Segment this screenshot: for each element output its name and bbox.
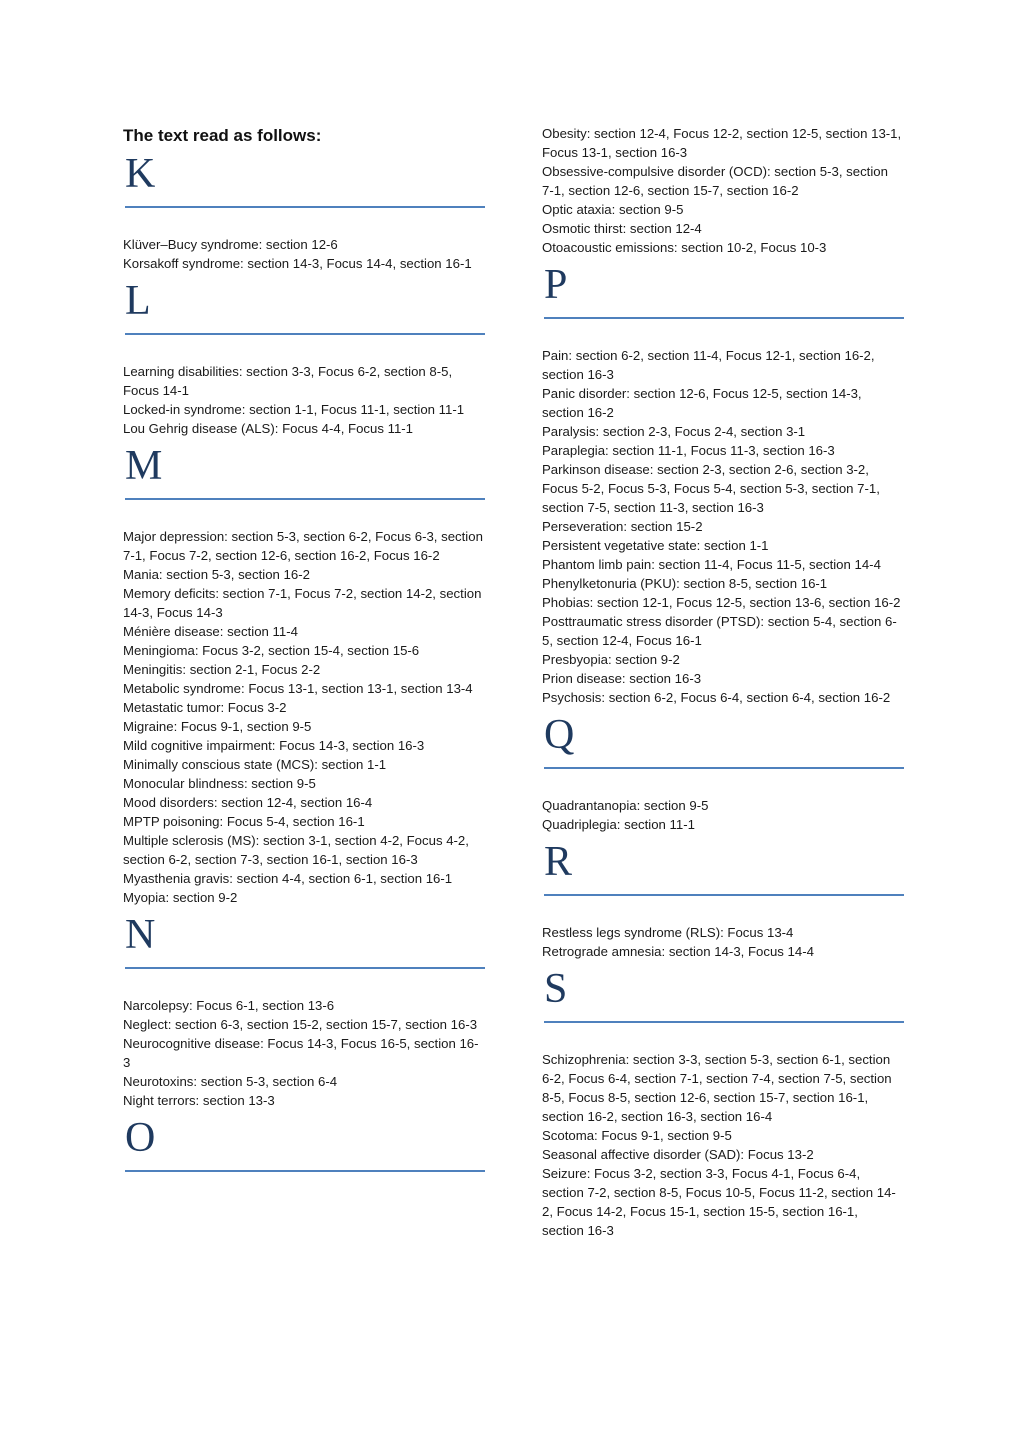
entry-list (123, 996, 485, 1110)
index-entry: Seasonal affective disorder (SAD): Focus 13-2 (542, 1147, 814, 1162)
section-letter: Q (544, 711, 904, 769)
index-entry: Paralysis: section 2-3, Focus 2-4, section 3-1 (542, 424, 806, 439)
index-entry: Posttraumatic stress disorder (PTSD): section 5-4, section 6-5, section 12-4, Focus 16-1 (542, 614, 897, 648)
section-letter: P (544, 261, 904, 319)
right-column (542, 124, 904, 1244)
index-entry: Metabolic syndrome: Focus 13-1, section 13-1, section 13-4 (123, 681, 473, 696)
entry-list (123, 362, 485, 438)
index-entry: Prion disease: section 16-3 (542, 671, 702, 686)
entry-list (542, 796, 904, 834)
entry-list (123, 527, 485, 907)
index-entry: Panic disorder: section 12-6, Focus 12-5, section 14-3, section 16-2 (542, 386, 862, 420)
index-entry: Neurotoxins: section 5-3, section 6-4 (123, 1074, 338, 1089)
left-column (123, 124, 485, 1172)
index-entry: Osmotic thirst: section 12-4 (542, 221, 702, 236)
index-entry: Myopia: section 9-2 (123, 890, 238, 905)
left-sections (123, 150, 485, 1172)
index-section-r (542, 838, 904, 961)
index-entry: Quadriplegia: section 11-1 (542, 817, 695, 832)
index-entry: Phenylketonuria (PKU): section 8-5, section 16-1 (542, 576, 828, 591)
index-entry: Seizure: Focus 3-2, section 3-3, Focus 4-1, Focus 6-4, section 7-2, section 8-5, Focus 10-5, Focus 11-2, section 14-2, Focus 14-2, Focus 15-1, section 15-5, section 16-1, section 16-3 (542, 1166, 896, 1238)
section-letter: O (125, 1114, 485, 1172)
index-entry: Quadrantanopia: section 9-5 (542, 798, 709, 813)
index-section-n (123, 911, 485, 1110)
index-entry: Minimally conscious state (MCS): section 1-1 (123, 757, 387, 772)
index-entry: Obsessive-compulsive disorder (OCD): section 5-3, section 7-1, section 12-6, section 15-7, section 16-2 (542, 164, 888, 198)
right-lead-entries (542, 124, 904, 257)
index-entry: Learning disabilities: section 3-3, Focus 6-2, section 8-5, Focus 14-1 (123, 364, 453, 398)
index-entry: Monocular blindness: section 9-5 (123, 776, 316, 791)
index-section-s (542, 965, 904, 1240)
section-letter: L (125, 277, 485, 335)
index-entry: Neurocognitive disease: Focus 14-3, Focus 16-5, section 16-3 (123, 1036, 479, 1070)
index-section-q (542, 711, 904, 834)
entry-list (123, 235, 485, 273)
index-entry: Ménière disease: section 11-4 (123, 624, 298, 639)
index-entry: Presbyopia: section 9-2 (542, 652, 680, 667)
index-entry: Phobias: section 12-1, Focus 12-5, section 13-6, section 16-2 (542, 595, 901, 610)
entry-list (542, 1050, 904, 1240)
index-entry: Otoacoustic emissions: section 10-2, Focus 10-3 (542, 240, 827, 255)
index-entry: Migraine: Focus 9-1, section 9-5 (123, 719, 312, 734)
index-entry: Parkinson disease: section 2-3, section 2-6, section 3-2, Focus 5-2, Focus 5-3, Focus 5-4, section 5-3, section 7-1, section 7-5, section 11-3, section 16-3 (542, 462, 880, 515)
entry-list (542, 923, 904, 961)
index-entry: Multiple sclerosis (MS): section 3-1, section 4-2, Focus 4-2, section 6-2, section 7-3, section 16-1, section 16-3 (123, 833, 469, 867)
index-entry: Major depression: section 5-3, section 6-2, Focus 6-3, section 7-1, Focus 7-2, section 12-6, section 16-2, Focus 16-2 (123, 529, 483, 563)
index-entry: Persistent vegetative state: section 1-1 (542, 538, 769, 553)
entry-list (542, 346, 904, 707)
index-entry: Narcolepsy: Focus 6-1, section 13-6 (123, 998, 335, 1013)
index-entry: Lou Gehrig disease (ALS): Focus 4-4, Focus 11-1 (123, 421, 414, 436)
index-entry: Optic ataxia: section 9-5 (542, 202, 684, 217)
index-section-o (123, 1114, 485, 1172)
index-entry: Mood disorders: section 12-4, section 16-4 (123, 795, 373, 810)
index-entry: Korsakoff syndrome: section 14-3, Focus 14-4, section 16-1 (123, 256, 472, 271)
index-entry: Scotoma: Focus 9-1, section 9-5 (542, 1128, 732, 1143)
index-entry: Psychosis: section 6-2, Focus 6-4, section 6-4, section 16-2 (542, 690, 891, 705)
index-section-m (123, 442, 485, 907)
right-sections (542, 261, 904, 1240)
index-entry: Klüver–Bucy syndrome: section 12-6 (123, 237, 338, 252)
section-letter: S (544, 965, 904, 1023)
index-entry: Schizophrenia: section 3-3, section 5-3, section 6-1, section 6-2, Focus 6-4, section 7-1, section 7-4, section 7-5, section 8-5, Focus 8-5, section 12-6, section 15-7, section 16-1, section 16-2, section 16-3, section 16-4 (542, 1052, 892, 1124)
index-entry: Paraplegia: section 11-1, Focus 11-3, section 16-3 (542, 443, 835, 458)
index-entry: Neglect: section 6-3, section 15-2, section 15-7, section 16-3 (123, 1017, 478, 1032)
section-letter: M (125, 442, 485, 500)
index-section-p (542, 261, 904, 707)
index-entry: Obesity: section 12-4, Focus 12-2, section 12-5, section 13-1, Focus 13-1, section 16-3 (542, 126, 902, 160)
index-entry: Mild cognitive impairment: Focus 14-3, section 16-3 (123, 738, 425, 753)
index-section-l (123, 277, 485, 438)
index-entry: Perseveration: section 15-2 (542, 519, 703, 534)
index-entry: Meningitis: section 2-1, Focus 2-2 (123, 662, 321, 677)
index-section-k (123, 150, 485, 273)
index-entry: Restless legs syndrome (RLS): Focus 13-4 (542, 925, 794, 940)
index-entry: Retrograde amnesia: section 14-3, Focus 14-4 (542, 944, 814, 959)
index-entry: Mania: section 5-3, section 16-2 (123, 567, 310, 582)
index-entry: Night terrors: section 13-3 (123, 1093, 275, 1108)
index-entry: Metastatic tumor: Focus 3-2 (123, 700, 287, 715)
index-entry: Pain: section 6-2, section 11-4, Focus 12-1, section 16-2, section 16-3 (542, 348, 875, 382)
index-entry: Phantom limb pain: section 11-4, Focus 11-5, section 14-4 (542, 557, 881, 572)
index-entry: Locked-in syndrome: section 1-1, Focus 11-1, section 11-1 (123, 402, 465, 417)
index-entry: Memory deficits: section 7-1, Focus 7-2, section 14-2, section 14-3, Focus 14-3 (123, 586, 482, 620)
index-entry: Meningioma: Focus 3-2, section 15-4, section 15-6 (123, 643, 420, 658)
section-letter: N (125, 911, 485, 969)
index-entry: Myasthenia gravis: section 4-4, section 6-1, section 16-1 (123, 871, 453, 886)
intro-heading: The text read as follows: (123, 126, 322, 145)
section-letter: R (544, 838, 904, 896)
section-letter: K (125, 150, 485, 208)
index-entry: MPTP poisoning: Focus 5-4, section 16-1 (123, 814, 365, 829)
